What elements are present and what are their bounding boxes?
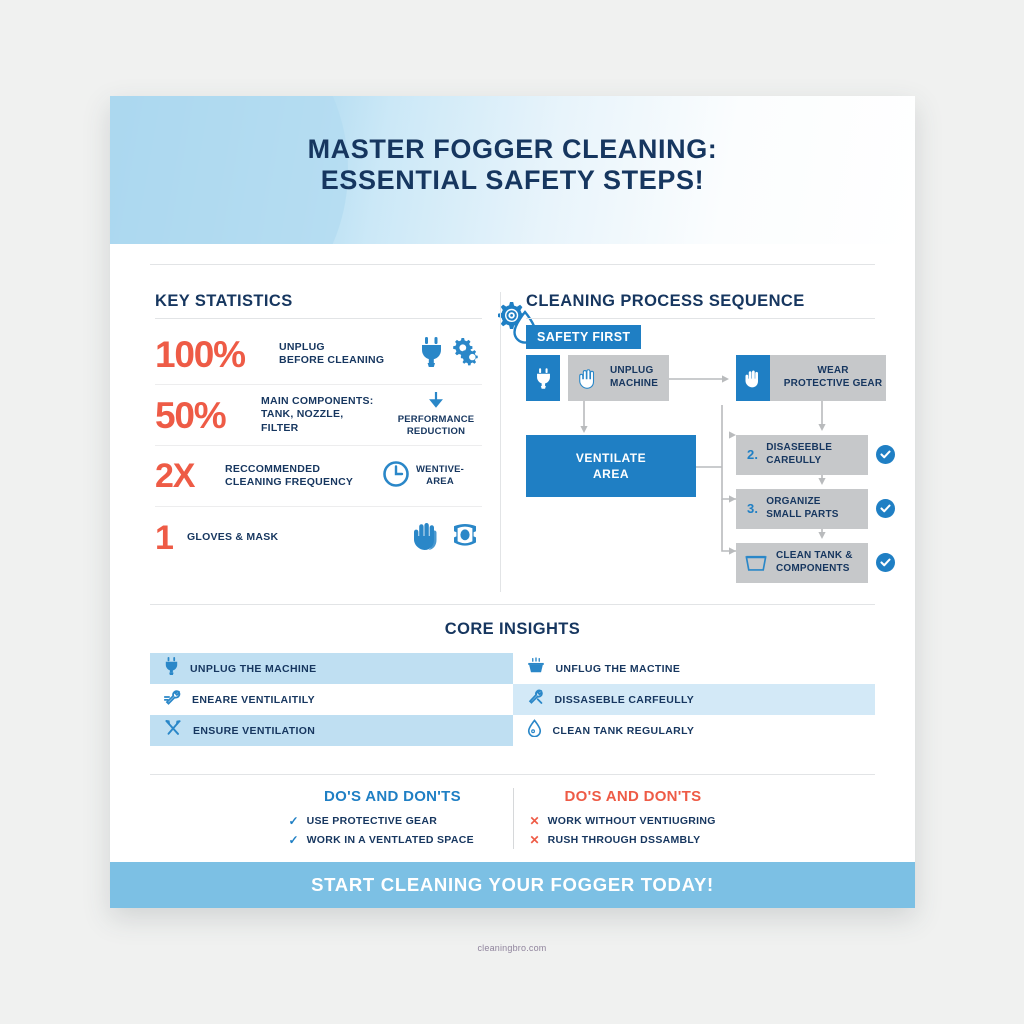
- stat-label-line2: BEFORE CLEANING: [279, 354, 385, 366]
- stat-label-line2: CLEANING FREQUENCY: [225, 476, 354, 488]
- stat-annotation-text: [398, 414, 475, 438]
- mask-icon: [448, 522, 482, 553]
- header-banner: [110, 96, 915, 244]
- flow-box-unplug: [568, 355, 669, 401]
- infographic-card: [110, 96, 915, 908]
- process-rule: [526, 318, 875, 319]
- flow-step-2-line2: CAREULLY: [766, 455, 822, 466]
- list-item[interactable]: [150, 684, 513, 715]
- donts-heading: DO'S AND DON'TS: [564, 788, 702, 805]
- clock-icon: [382, 460, 410, 493]
- flow-box-ventilate-line2: AREA: [592, 467, 629, 481]
- core-insights-section: [110, 620, 915, 746]
- plug-icon: [164, 657, 179, 680]
- stat-label: [261, 395, 382, 435]
- check-icon: ✓: [288, 813, 299, 828]
- dos-heading: DO'S AND DON'TS: [324, 788, 461, 805]
- flow-box-ventilate-line1: VENTILATE: [575, 450, 647, 465]
- stat-label-line2: TANK, NOZZLE, FILTER: [261, 408, 344, 434]
- flow-step-2-number: 2.: [747, 446, 759, 462]
- stat-annotation-line1: WENTIVE-: [416, 464, 465, 476]
- key-statistics-section: [110, 292, 500, 592]
- list-item: [289, 811, 497, 830]
- stat-label-line1: MAIN COMPONENTS:: [261, 394, 374, 407]
- flow-step-4-line2: COMPONENTS: [776, 563, 850, 574]
- glove-icon: [410, 520, 442, 555]
- stat-row: [155, 507, 482, 568]
- list-item-label: DISSASEBLE CARFEULLY: [554, 693, 695, 706]
- list-item[interactable]: [513, 653, 876, 684]
- flow-step-4: [736, 543, 868, 583]
- stat-annotation: [382, 460, 482, 493]
- stat-icons: [410, 520, 482, 555]
- flow-box-wear-line1: WEAR: [817, 365, 849, 377]
- stat-annotation-line2: REDUCTION: [406, 426, 466, 437]
- flow-step-3-line2: SMALL PARTS: [766, 509, 839, 520]
- stat-icons: [419, 337, 482, 372]
- page-title-line1: MASTER FOGGER CLEANING:: [307, 134, 718, 164]
- flow-box-wear-gear: [770, 355, 886, 401]
- list-item-label: ENEARE VENTILAITILY: [192, 693, 315, 706]
- list-item-label: ENSURE VENTILATION: [193, 724, 316, 737]
- flow-box-unplug-line1: UNPLUG: [610, 365, 654, 377]
- waterdrop-icon: [527, 719, 542, 742]
- stat-label-line1: RECCOMMENDED: [225, 462, 321, 475]
- core-insights-left-column: [150, 653, 513, 746]
- list-item-label: UNFLUG THE MACTINE: [555, 662, 681, 675]
- list-item: [530, 811, 737, 830]
- key-statistics-heading: KEY STATISTICS: [155, 292, 293, 310]
- list-item[interactable]: [513, 715, 876, 746]
- page-title-line2: ESSENTIAL SAFETY STEPS!: [320, 165, 705, 196]
- divider-lower: [150, 774, 875, 775]
- hand-icon: [577, 367, 599, 389]
- key-statistics-rule: [155, 318, 482, 319]
- tools-icon: [164, 719, 182, 742]
- check-icon: [876, 445, 895, 464]
- check-icon: [876, 553, 895, 572]
- stat-row: [155, 324, 482, 385]
- core-insights-heading: CORE INSIGHTS: [444, 620, 581, 638]
- stat-value: 50%: [155, 394, 226, 436]
- wrench-screwdriver-icon: [527, 688, 544, 711]
- list-item: [530, 830, 737, 849]
- check-icon: ✓: [288, 832, 299, 847]
- list-item-label: USE PROTECTIVE GEAR: [306, 814, 438, 827]
- plug-icon: [419, 337, 444, 372]
- list-item[interactable]: [150, 715, 513, 746]
- cta-text: START CLEANING YOUR FOGGER TODAY!: [311, 874, 714, 895]
- main-two-column-area: [110, 292, 915, 592]
- donts-column: [513, 788, 753, 849]
- process-flowchart: [526, 325, 883, 574]
- stat-label-line1: UNPLUG: [279, 340, 325, 353]
- stat-value: 1: [155, 518, 173, 557]
- cross-icon: ✕: [529, 813, 540, 828]
- flow-box-unplug-line2: MACHINE: [610, 378, 659, 389]
- flow-step-3: [736, 489, 868, 529]
- stat-row: [155, 385, 482, 446]
- dos-and-donts-section: [110, 788, 915, 849]
- safety-first-badge: SAFETY FIRST: [526, 325, 641, 349]
- divider-top: [150, 264, 875, 265]
- cross-icon: ✕: [529, 832, 540, 847]
- hand-icon: [736, 355, 770, 401]
- wrench-icon: [164, 688, 181, 711]
- plug-icon: [526, 355, 560, 401]
- flow-step-3-number: 3.: [747, 500, 759, 516]
- stat-annotation-line1: PERFORMANCE: [397, 414, 475, 426]
- stat-label: [225, 463, 374, 490]
- dos-column: [273, 788, 513, 849]
- list-item-label: CLEAN TANK REGULARLY: [552, 724, 695, 737]
- process-heading: CLEANING PROCESS SEQUENCE: [526, 292, 805, 310]
- core-insights-right-column: [513, 653, 876, 746]
- steaming-pot-icon: [527, 657, 545, 680]
- gears-icon: [450, 337, 482, 372]
- down-arrow-icon: [429, 392, 443, 413]
- flow-step-4-line1: CLEAN TANK &: [776, 550, 853, 562]
- stat-label-line1: GLOVES & MASK: [187, 530, 279, 543]
- divider-middle: [150, 604, 875, 605]
- core-insights-grid: [150, 653, 875, 746]
- bucket-icon: [745, 555, 767, 572]
- list-item[interactable]: [513, 684, 876, 715]
- list-item: [289, 830, 497, 849]
- stat-value: 2X: [155, 457, 195, 495]
- flow-step-2: [736, 435, 868, 475]
- stat-annotation-text: [416, 464, 464, 488]
- flow-box-ventilate: [526, 435, 696, 497]
- stat-row: [155, 446, 482, 507]
- list-item[interactable]: [150, 653, 513, 684]
- list-item-label: RUSH THROUGH DSSAMBLY: [547, 833, 701, 846]
- watermark: cleaningbro.com: [477, 943, 547, 953]
- stat-value: 100%: [155, 333, 245, 375]
- list-item-label: UNPLUG THE MACHINE: [190, 662, 317, 675]
- flow-box-wear-line2: PROTECTIVE GEAR: [783, 378, 883, 389]
- list-item-label: WORK WITHOUT VENTIUGRING: [547, 814, 716, 827]
- check-icon: [876, 499, 895, 518]
- flow-step-2-line1: DISASEEBLE: [766, 442, 833, 454]
- flow-step-3-line1: ORGANIZE: [766, 496, 821, 508]
- cleaning-process-section: [500, 292, 915, 592]
- stat-annotation: [390, 392, 482, 438]
- cta-banner[interactable]: [110, 862, 915, 908]
- stat-label: [187, 531, 402, 544]
- stat-annotation-line2: AREA: [426, 476, 454, 487]
- stat-label: [279, 341, 411, 368]
- list-item-label: WORK IN A VENTLATED SPACE: [306, 833, 474, 846]
